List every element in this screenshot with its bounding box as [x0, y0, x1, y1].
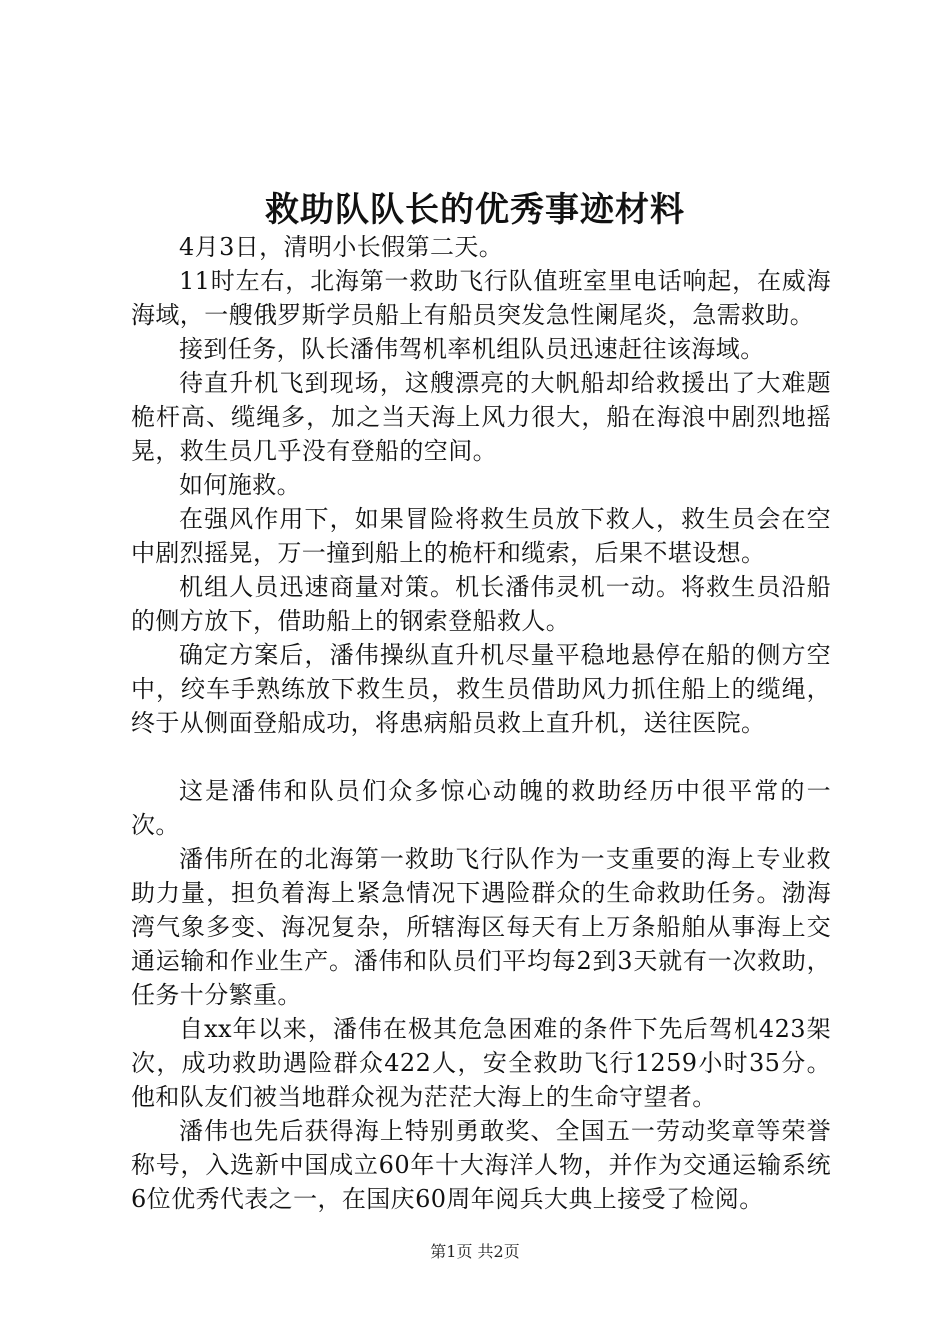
document-body: [131, 230, 831, 1216]
page-number-footer: 第1页 共2页: [430, 1242, 520, 1261]
paragraph: 潘伟所在的北海第一救助飞行队作为一支重要的海上专业救助力量，担负着海上紧急情况下遇险群众的生命救助任务。渤海湾气象多变、海况复杂，所辖海区每天有上万条船舶从事海上交通运输和作业生产。潘伟和队员们平均每2到3天就有一次救助，任务十分繁重。: [131, 845, 831, 1009]
document-title: 救助队队长的优秀事迹材料: [265, 190, 685, 230]
paragraph: 接到任务，队长潘伟驾机率机组队员迅速赶往该海域。: [179, 335, 765, 363]
paragraph: 这是潘伟和队员们众多惊心动魄的救助经历中很平常的一次。: [131, 777, 831, 839]
paragraph: 如何施救。: [179, 471, 301, 499]
paragraph: 待直升机飞到现场，这艘漂亮的大帆船却给救援出了大难题桅杆高、缆绳多，加之当天海上风力很大，船在海浪中剧烈地摇晃，救生员几乎没有登船的空间。: [131, 369, 831, 465]
paragraph: 自xx年以来，潘伟在极其危急困难的条件下先后驾机423架次，成功救助遇险群众422人，安全救助飞行1259小时35分。他和队友们被当地群众视为茫茫大海上的生命守望者。: [131, 1015, 831, 1111]
paragraph: 11时左右，北海第一救助飞行队值班室里电话响起，在威海海域，一艘俄罗斯学员船上有船员突发急性阑尾炎，急需救助。: [131, 267, 831, 329]
paragraph: 4月3日，清明小长假第二天。: [179, 233, 504, 261]
paragraph: 在强风作用下，如果冒险将救生员放下救人，救生员会在空中剧烈摇晃，万一撞到船上的桅杆和缆索，后果不堪设想。: [131, 505, 831, 567]
paragraph: 机组人员迅速商量对策。机长潘伟灵机一动。将救生员沿船的侧方放下，借助船上的钢索登船救人。: [131, 573, 831, 635]
paragraph: 确定方案后，潘伟操纵直升机尽量平稳地悬停在船的侧方空中，绞车手熟练放下救生员，救生员借助风力抓住船上的缆绳，终于从侧面登船成功，将患病船员救上直升机，送往医院。: [131, 641, 831, 737]
paragraph: 潘伟也先后获得海上特别勇敢奖、全国五一劳动奖章等荣誉称号，入选新中国成立60年十大海洋人物，并作为交通运输系统6位优秀代表之一，在国庆60周年阅兵大典上接受了检阅。: [131, 1117, 831, 1213]
